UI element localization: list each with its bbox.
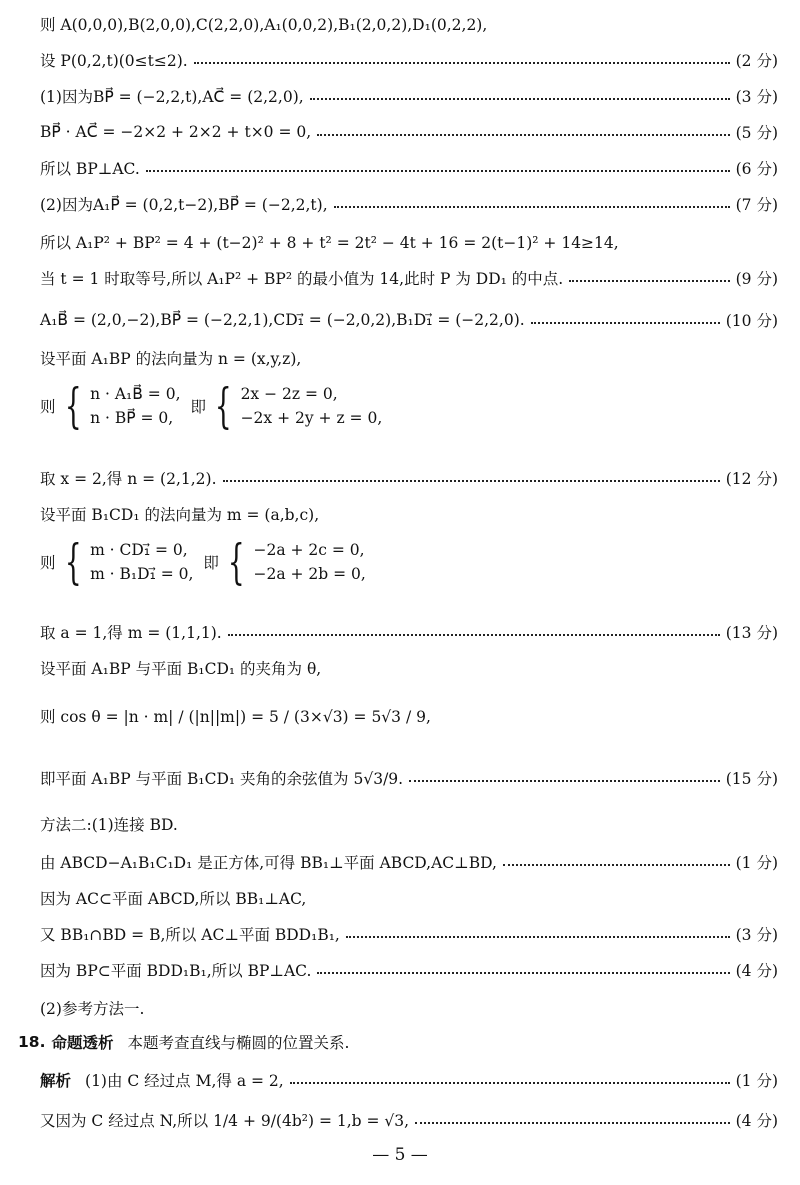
dot-leader [503, 864, 730, 866]
line-text: BP⃗ · AC⃗ = −2×2 + 2×2 + t×0 = 0, [40, 123, 312, 141]
solution-line [0, 44, 800, 76]
solution-line [0, 616, 800, 648]
line-text: (2)因为A₁P⃗ = (0,2,t−2),BP⃗ = (−2,2,t), [40, 196, 328, 214]
line-text: 取 x = 2,得 n = (2,1,2). [40, 470, 217, 488]
line-text: 设 P(0,2,t)(0≤t≤2). [40, 52, 188, 70]
system-mid: 即 [203, 554, 219, 572]
line-text: (1)由 C 经过点 M,得 a = 2, [85, 1072, 284, 1090]
question-description: 本题考查直线与椭圆的位置关系. [127, 1034, 350, 1052]
solution-line [0, 1104, 800, 1136]
line-text: 设平面 A₁BP 与平面 B₁CD₁ 的夹角为 θ, [40, 660, 322, 678]
score-mark: (15 分) [725, 770, 778, 788]
solution-line [0, 918, 800, 950]
equation: −2x + 2y + z = 0, [240, 409, 383, 427]
solution-line [0, 152, 800, 184]
solution-line [0, 226, 800, 258]
score-mark: (3 分) [735, 926, 778, 944]
solution-line [0, 342, 800, 374]
line-text: 由 ABCD−A₁B₁C₁D₁ 是正方体,可得 BB₁⊥平面 ABCD,AC⊥BD, [40, 854, 497, 872]
line-text: 所以 BP⊥AC. [40, 160, 140, 178]
dot-leader [146, 170, 730, 172]
dot-leader [223, 480, 720, 482]
question-18-row [18, 1026, 778, 1058]
solution-line [0, 808, 800, 840]
line-text: 因为 BP⊂平面 BDD₁B₁,所以 BP⊥AC. [40, 962, 312, 980]
solution-line [0, 882, 800, 914]
solution-line [0, 262, 800, 294]
solution-line [0, 1064, 800, 1096]
solution-line [0, 498, 800, 530]
dot-leader [334, 206, 730, 208]
dot-leader [317, 134, 729, 136]
line-text: 当 t = 1 时取等号,所以 A₁P² + BP² 的最小值为 14,此时 P 为 DD₁ 的中点. [40, 270, 564, 288]
score-mark: (6 分) [735, 160, 778, 178]
line-text: 又因为 C 经过点 N,所以 1/4 + 9/(4b²) = 1,b = √3, [40, 1112, 410, 1130]
solution-line [0, 462, 800, 494]
line-text: 设平面 B₁CD₁ 的法向量为 m = (a,b,c), [40, 506, 320, 524]
equation: n · A₁B⃗ = 0, [90, 385, 181, 403]
score-mark: (13 分) [725, 624, 778, 642]
line-text: A₁B⃗ = (2,0,−2),BP⃗ = (−2,2,1),CD₁⃗ = (−2,0,2),B₁D₁⃗ = (−2,2,0). [40, 311, 525, 329]
score-mark: (4 分) [735, 1112, 778, 1130]
equation: m · CD₁⃗ = 0, [90, 541, 188, 559]
line-text: 方法二:(1)连接 BD. [40, 816, 178, 834]
brace-icon: { [64, 378, 82, 434]
brace-icon: { [214, 378, 232, 434]
equation-system [40, 534, 366, 590]
solution-line [0, 954, 800, 986]
analysis-tag: 解析 [40, 1072, 72, 1090]
dot-leader [310, 98, 730, 100]
dot-leader [194, 62, 730, 64]
equation: 2x − 2z = 0, [240, 385, 338, 403]
score-mark: (4 分) [735, 962, 778, 980]
score-mark: (1 分) [735, 1072, 778, 1090]
score-mark: (10 分) [725, 312, 778, 330]
line-text: 设平面 A₁BP 的法向量为 n = (x,y,z), [40, 350, 302, 368]
score-mark: (12 分) [725, 470, 778, 488]
solution-line [0, 8, 800, 40]
dot-leader [228, 634, 720, 636]
dot-leader [569, 280, 729, 282]
line-text: 则 cos θ = |n · m| / (|n||m|) = 5 / (3×√3) = 5√3 / 9, [40, 708, 431, 726]
score-mark: (5 分) [735, 124, 778, 142]
solution-row [40, 1104, 778, 1136]
score-mark: (3 分) [735, 88, 778, 106]
equation: −2a + 2b = 0, [253, 565, 366, 583]
solution-line [0, 700, 800, 732]
equation: n · BP⃗ = 0, [90, 409, 174, 427]
score-mark: (7 分) [735, 196, 778, 214]
line-text: (2)参考方法一. [40, 1000, 145, 1018]
brace-icon: { [227, 534, 245, 590]
equation: −2a + 2c = 0, [253, 541, 365, 559]
line-text: 即平面 A₁BP 与平面 B₁CD₁ 夹角的余弦值为 5√3/9. [40, 770, 404, 788]
line-text: 又 BB₁∩BD = B,所以 AC⊥平面 BDD₁B₁, [40, 926, 340, 944]
line-text: 取 a = 1,得 m = (1,1,1). [40, 624, 222, 642]
score-mark: (2 分) [735, 52, 778, 70]
equation-system [40, 378, 383, 434]
dot-leader [415, 1122, 730, 1124]
solution-line [0, 652, 800, 684]
score-mark: (1 分) [735, 854, 778, 872]
solution-line [0, 846, 800, 878]
dot-leader [409, 780, 720, 782]
solution-line [0, 116, 800, 148]
dot-leader [317, 972, 729, 974]
brace-icon: { [64, 534, 82, 590]
line-text: 则 A(0,0,0),B(2,0,0),C(2,2,0),A₁(0,0,2),B₁(2,0,2),D₁(0,2,2), [40, 16, 488, 34]
solution-line [0, 304, 800, 336]
solution-row [40, 1064, 778, 1096]
system-mid: 即 [190, 398, 207, 416]
solution-line [0, 992, 800, 1024]
page-number: — 5 — [372, 1145, 428, 1165]
dot-leader [346, 936, 730, 938]
score-mark: (9 分) [735, 270, 778, 288]
dot-leader [531, 322, 720, 324]
line-text: 因为 AC⊂平面 ABCD,所以 BB₁⊥AC, [40, 890, 307, 908]
question-18-header [0, 1026, 800, 1058]
line-text: (1)因为BP⃗ = (−2,2,t),AC⃗ = (2,2,0), [40, 88, 304, 106]
equation: m · B₁D₁⃗ = 0, [90, 565, 194, 583]
system-lead: 则 [40, 398, 56, 416]
question-number: 18. [18, 1033, 46, 1051]
question-tag: 命题透析 [51, 1034, 114, 1052]
solution-line [0, 188, 800, 220]
system-lead: 则 [40, 554, 56, 572]
dot-leader [290, 1082, 730, 1084]
solution-line [0, 80, 800, 112]
line-text: 所以 A₁P² + BP² = 4 + (t−2)² + 8 + t² = 2t² − 4t + 16 = 2(t−1)² + 14≥14, [40, 234, 619, 252]
solution-line [0, 762, 800, 794]
